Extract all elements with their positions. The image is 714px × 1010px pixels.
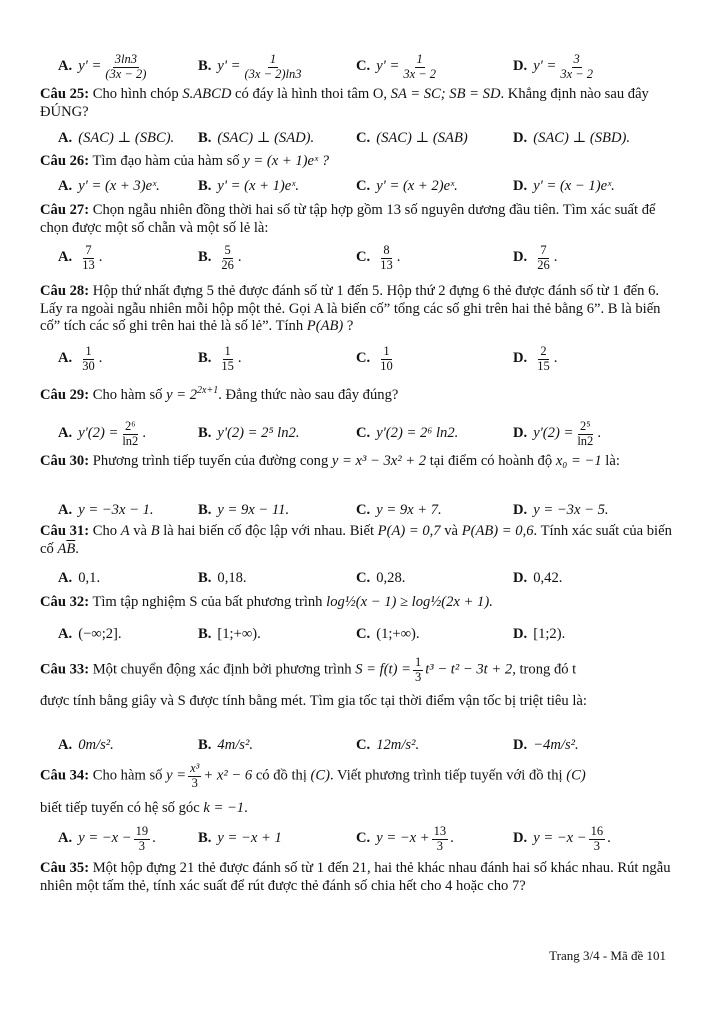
question-27: Câu 27: Chọn ngẫu nhiên đồng thời hai số từ tập hợp gồm 13 số nguyên dương đầu tiên. Tìm xác suất để chọn được một số chẵn và một số lẻ là: — [40, 202, 656, 236]
q25-options: A. (SAC) ⊥ (SBC). B. (SAC) ⊥ (SAD). C. (SAC) ⊥ (SAB) D. (SAC) ⊥ (SBD). — [58, 130, 631, 147]
question-30: Câu 30: Phương trình tiếp tuyến của đường cong y = x³ − 3x² + 2 tại điểm có hoành độ x₀ = −1 là: — [40, 453, 620, 469]
question-31: Câu 31: Cho A và B là hai biến cố độc lập với nhau. Biết P(A) = 0,7 và P(AB) = 0,6. Tính xác suất của biến cố $A\overline{B}$. — [40, 523, 672, 557]
q24-option-a: A. y' = $\frac{3\ln 3}{(3x - 2)}$ — [58, 51, 147, 81]
question-26: Câu 26: Tìm đạo hàm của hàm số y = (x + 1)eˣ ? — [40, 153, 330, 169]
q30-options: A. y = −3x − 1. B. y = 9x − 11. C. y = 9x + 7. D. y = −3x − 5. — [58, 502, 609, 519]
q24-option-b: B. y' = $\frac{1}{(3x - 2)\ln 3}$ — [198, 51, 302, 81]
page-footer: Trang 3/4 - Mã đề 101 — [549, 948, 666, 963]
q32-options: A. (−∞;2]. B. [1;+∞). C. (1;+∞). D. [1;2). — [58, 626, 566, 643]
question-32: Câu 32: Tìm tập nghiệm S của bất phương trình log½(x − 1) ≥ log½(2x + 1). — [40, 594, 493, 610]
question-29: Câu 29: Cho hàm số $y = 2^{2x+1}$. Đẳng thức nào sau đây đúng? — [40, 385, 399, 403]
question-25: Câu 25: Cho hình chóp S.ABCD có đáy là hình thoi tâm O, SA = SC; SB = SD. Khẳng định nào sau đây ĐÚNG? — [40, 86, 649, 120]
question-28: Câu 28: Hộp thứ nhất đựng 5 thẻ được đánh số từ 1 đến 5. Hộp thứ 2 đựng 6 thẻ được đánh số từ 1 đến 6. Lấy ra ngoài ngẫu nhiên mỗi hộp một thẻ. Gọi A là biến cố” tổng các số ghi trên hai thẻ bằng 6”. B là biến cố” tích các số ghi trên hai thẻ là số lẻ”. Tính P(AB) ? — [40, 283, 661, 334]
question-34-cont: biết tiếp tuyến có hệ số góc k = −1. — [40, 800, 248, 816]
question-34: Câu 34: Cho hàm số y = $\frac{\text{x³}}{3}$ + x² − 6 có đồ thị (C). Viết phương trình tiếp tuyến với đồ thị (C) — [40, 761, 586, 790]
question-33: Câu 33: Một chuyển động xác định bởi phương trình S = f(t) = $\frac{1}{3}$ t³ − t² − 3t + 2, trong đó t — [40, 655, 577, 684]
q24-options — [58, 52, 688, 82]
q24-option-d: D. y' = $\frac{3}{3x - 2}$ — [513, 51, 594, 81]
q34-options: A. y = −x − $\frac{19}{3}$ . B. y = −x + 1 C. y = −x + $\frac{13}{3}$ . D. y = −x − $\frac{16}{3}$ . — [58, 823, 611, 853]
q29-options: A. y'(2) = $\frac{\text{2⁶}}{\ln 2}$ . B. y'(2) = 2⁵ ln2. C. y'(2) = 2⁶ ln2. D. y'(2) = $\frac{\text{2⁵}}{\ln 2}$ . — [58, 418, 601, 448]
question-33-cont: được tính bằng giây và S được tính bằng mét. Tìm gia tốc tại thời điểm vận tốc bị triệt tiêu là: — [40, 693, 587, 709]
q27-options: A. $\frac{7}{13}$ . B. $\frac{5}{26}$ . C. $\frac{8}{13}$ . D. $\frac{7}{26}$ . — [58, 242, 558, 272]
q24-option-c: C. y' = $\frac{1}{3x - 2}$ — [356, 51, 437, 81]
question-35: Câu 35: Một hộp đựng 21 thẻ được đánh số từ 1 đến 21, hai thẻ khác nhau đánh hai số khác nhau. Rút ngẫu nhiên một tấm thẻ, tính xác suất để rút được thẻ đánh số chia hết cho 4 hoặc cho 7? — [40, 860, 671, 894]
q31-options: A. 0,1. B. 0,18. C. 0,28. D. 0,42. — [58, 570, 563, 587]
q33-options: A. 0m/s². B. 4m/s². C. 12m/s². D. −4m/s². — [58, 737, 579, 754]
q28-options: A. $\frac{1}{30}$ . B. $\frac{1}{15}$ . C. $\frac{1}{10}$ D. $\frac{2}{15}$ . — [58, 343, 558, 373]
q26-options: A. y' = (x + 3)eˣ. B. y' = (x + 1)eˣ. C. y' = (x + 2)eˣ. D. y' = (x − 1)eˣ. — [58, 178, 615, 195]
